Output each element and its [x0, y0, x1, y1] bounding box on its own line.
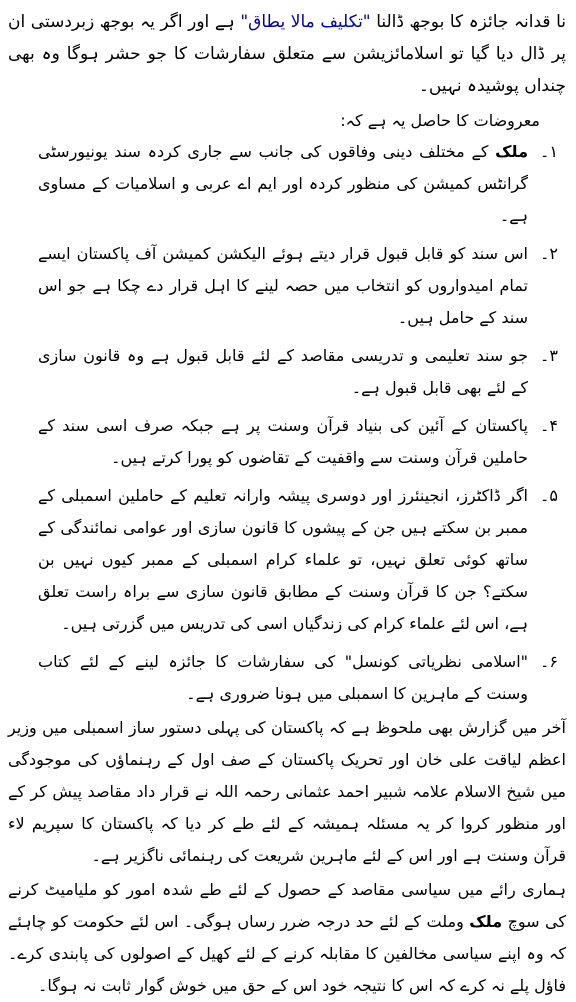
list-item-body: اگر ڈاکٹرز، انجینئرز اور دوسری پیشہ وارانہ تعلیم کے حاملین اسمبلی کے ممبر بن سکتے ہیں جن کے پیشوں کا قانون سازی اور عوامی نمائندگی کے ساتھ کوئی تعلق نہیں، تو علماء کرام اسمبلی کے ممبر کیوں نہیں بن سکتے؟ جن کا قرآن وسنت کے مطابق قانون سازی سے براہ راست تعلق ہے، اس لئے علماء کرام کی زندگیاں اسی کی تدریس میں گزرتی ہیں۔	[38, 486, 528, 633]
closing-paragraph-2: ہماری رائے میں سیاسی مقاصد کے حصول کے لئے طے شدہ امور کو ملیامیٹ کرنے کی سوچ ملک وملت کے لئے حد درجہ ضرر رساں ہوگی۔ اس لئے حکومت کو چاہئے کہ وہ اپنے سیاسی مخالفین کا مقابلہ کرنے کے لئے کھیل کے اصولوں کی پابندی کرے۔ فاؤل پلے نہ کرے کہ اس کا نتیجہ خود اس کے حق میں خوش گوار ثابت نہ ہوگا۔	[8, 880, 566, 995]
list-item	[8, 646, 566, 710]
list-item-text	[8, 238, 528, 334]
intro-quote: "تکلیف مالا یطاق"	[240, 12, 371, 32]
list-item-body: "اسلامی نظریاتی کونسل" کی سفارشات کا جائزہ لینے کے لئے کتاب وسنت کے ماہرین کا اسمبلی میں ہونا ضروری ہے۔	[38, 652, 528, 703]
list-item-text	[8, 136, 528, 232]
summary-heading: معروضات کا حاصل یہ ہے کہ:	[340, 111, 540, 130]
intro-text-start: نا قدانہ جائزہ کا بوجھ ڈالنا	[370, 12, 566, 32]
list-item	[8, 410, 566, 474]
list-item-number: ۶۔	[540, 652, 558, 671]
closing-paragraph-1: آخر میں گزارش بھی ملحوظ ہے کہ پاکستان کی پہلی دستور ساز اسمبلی میں وزیر اعظم لیاقت علی خان اور تحریک پاکستان کے صف اول کے رہنماؤں کی موجودگی میں شیخ الاسلام علامہ شبیر احمد عثمانی رحمہ اللہ نے قرار داد مقاصد پیش کر کے اور منظور کروا کر یہ مسئلہ ہمیشہ کے لئے طے کر دیا کہ پاکستان کا سپریم لاء قرآن وسنت ہے اور اس کے لئے ماہرین شریعت کی رہنمائی ناگزیر ہے۔	[8, 718, 566, 865]
list-item	[8, 136, 566, 232]
intro-paragraph	[8, 6, 566, 102]
list-item-number: ۲۔	[540, 244, 558, 263]
list-item-number: ۱۔	[540, 142, 558, 161]
list-item-text	[8, 646, 528, 710]
list-item	[8, 238, 566, 334]
list-item-number: ۵۔	[540, 486, 558, 505]
list-item-number: ۳۔	[540, 346, 558, 365]
list-item	[8, 480, 566, 640]
list-item-number: ۴۔	[540, 416, 558, 435]
list-item-bold-lead: ملک	[495, 142, 528, 161]
closing-bold-word: ملک	[469, 912, 503, 931]
list-item-body: کے مختلف دینی وفاقوں کی جانب سے جاری کردہ سند یونیورسٹی گرانٹس کمیشن کی منظور کردہ اور ایم اے عربی و اسلامیات کے مساوی ہے۔	[38, 142, 528, 225]
list-item-text	[8, 480, 528, 640]
list-item-body: اس سند کو قابل قبول قرار دیتے ہوئے الیکشن کمیشن آف پاکستان ایسے تمام امیدواروں کو انتخاب میں حصہ لینے کا اہل قرار دے چکا ہے جو اس سند کے حامل ہیں۔	[38, 244, 528, 327]
list-item-body: جو سند تعلیمی و تدریسی مقاصد کے لئے قابل قبول ہے وہ قانون سازی کے لئے بھی قابل قبول ہے۔	[38, 346, 528, 397]
intro-text-end: ہے اور اگر یہ بوجھ زبردستی ان پر ڈال دیا گیا تو اسلامائزیشن سے متعلق سفارشات کا جو حشر ہوگا وہ بھی چنداں پوشیدہ نہیں۔	[8, 12, 566, 96]
list-item-body: پاکستان کے آئین کی بنیاد قرآن وسنت پر ہے جبکہ صرف اسی سند کے حاملین قرآن وسنت سے واقفیت کے تقاضوں کو پورا کرتے ہیں۔	[38, 416, 528, 467]
list-item-text	[8, 340, 528, 404]
list-item	[8, 340, 566, 404]
list-item-text	[8, 410, 528, 474]
